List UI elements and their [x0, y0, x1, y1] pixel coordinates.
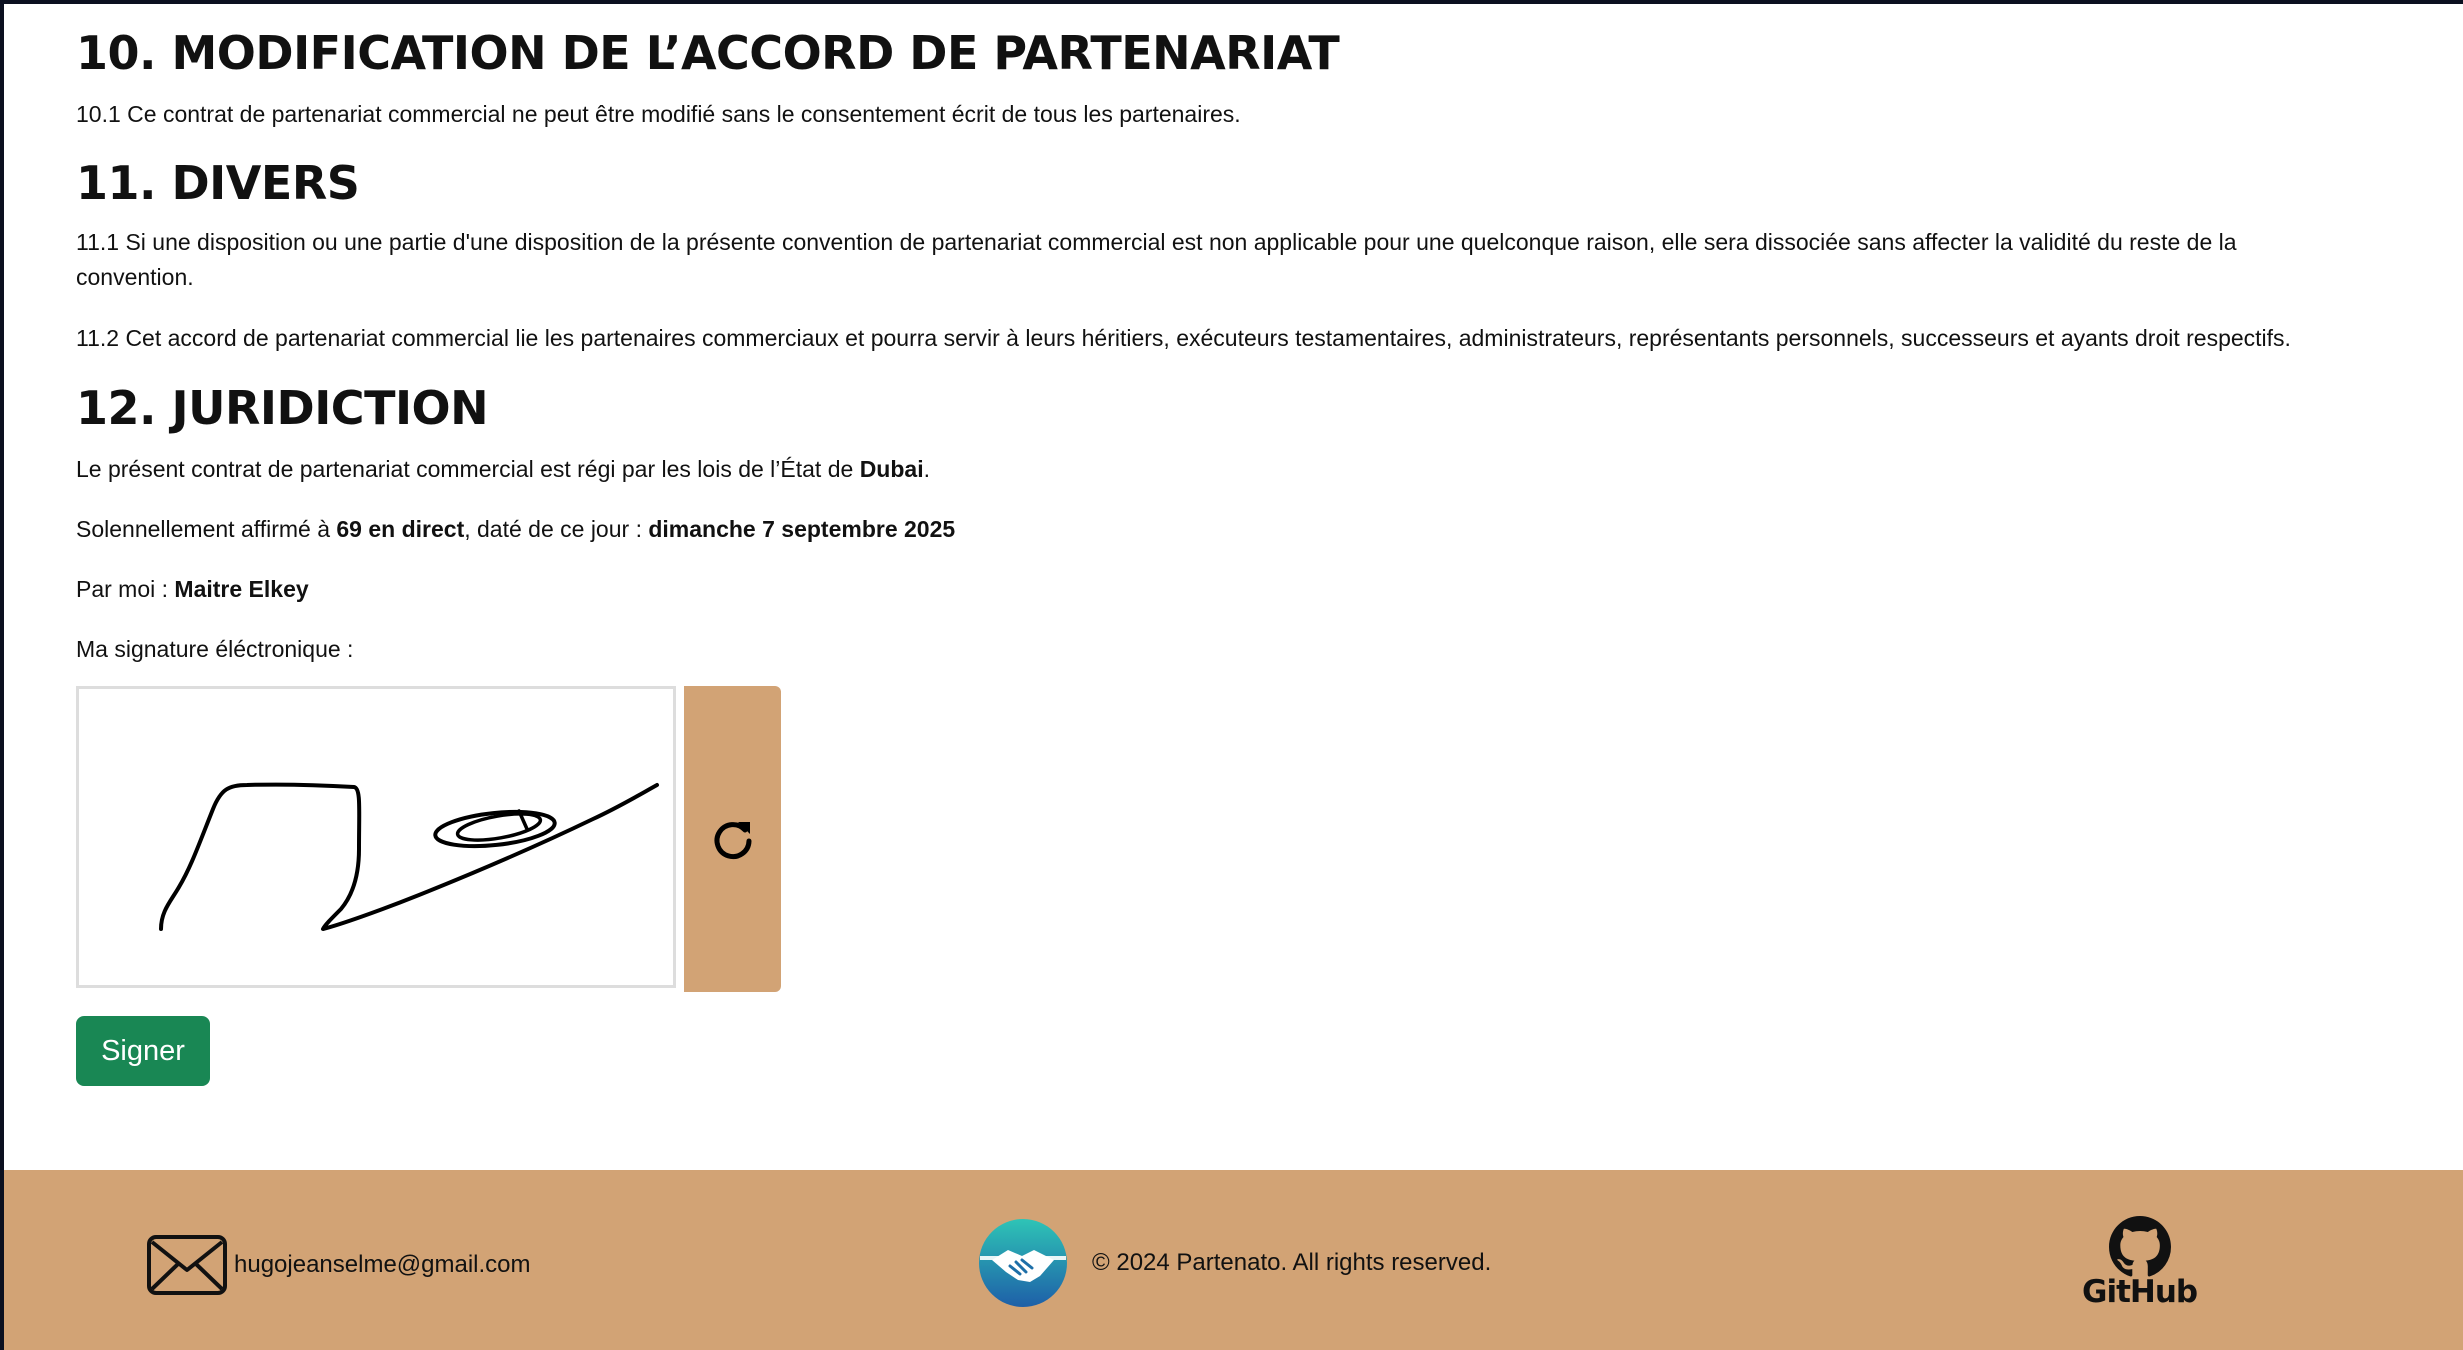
handshake-logo	[978, 1218, 1068, 1308]
section-12-title: 12. JURIDICTION	[76, 381, 489, 435]
signature-label: Ma signature éléctronique :	[76, 636, 354, 662]
signature-stroke	[79, 689, 679, 991]
sign-button[interactable]: Signer	[76, 1016, 210, 1086]
footer	[4, 1170, 2463, 1350]
section-10-title: 10. MODIFICATION DE L’ACCORD DE PARTENARIAT	[76, 26, 1340, 80]
law-prefix: Le présent contrat de partenariat commercial est régi par les lois de l’État de	[76, 456, 860, 482]
clause-11-1: 11.1 Si une disposition ou une partie d'une disposition de la présente convention de partenariat commercial est non applicable pour une quelconque raison, elle sera dissociée sans affecter la validité du reste de la convention.	[76, 229, 2237, 290]
github-label: GitHub	[2082, 1274, 2198, 1310]
section-11-title: 11. DIVERS	[76, 156, 360, 210]
copyright-text: © 2024 Partenato. All rights reserved.	[1092, 1249, 1492, 1276]
envelope-icon	[146, 1234, 228, 1296]
github-link[interactable]	[2082, 1216, 2197, 1310]
brand-block	[978, 1218, 1491, 1308]
affirmation-line	[76, 512, 955, 547]
clause-10-1: 10.1 Ce contrat de partenariat commercial ne peut être modifié sans le consentement écrit de tous les partenaires.	[76, 101, 1241, 127]
affirm-date: dimanche 7 septembre 2025	[648, 516, 956, 542]
signatory-line	[76, 572, 309, 607]
email-contact[interactable]	[146, 1234, 531, 1296]
by-prefix: Par moi :	[76, 576, 175, 602]
affirm-place: 69 en direct	[336, 516, 465, 542]
affirm-mid: , daté de ce jour :	[464, 516, 649, 542]
page	[4, 4, 2463, 1350]
reset-signature-button[interactable]	[684, 686, 781, 992]
signature-pad[interactable]	[76, 686, 676, 988]
affirm-prefix: Solennellement affirmé à	[76, 516, 337, 542]
law-suffix: .	[923, 456, 930, 482]
email-address[interactable]: hugojeanselme@gmail.com	[234, 1251, 531, 1278]
jurisdiction-clause	[76, 452, 930, 487]
github-icon	[2109, 1216, 2171, 1278]
refresh-icon	[710, 816, 756, 862]
law-place: Dubai	[859, 456, 924, 482]
clause-11-2: 11.2 Cet accord de partenariat commercial lie les partenaires commerciaux et pourra servir à leurs héritiers, exécuteurs testamentaires, administrateurs, représentants personnels, successeurs et ayants droit respectifs.	[76, 325, 2291, 351]
signatory-name: Maitre Elkey	[174, 576, 309, 602]
